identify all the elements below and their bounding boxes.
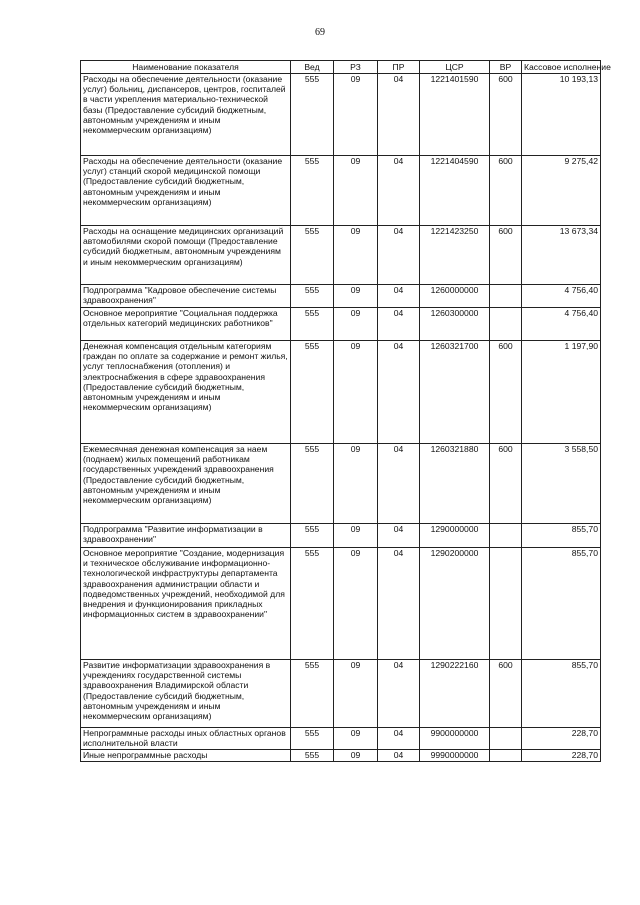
rz-cell: 09: [334, 285, 378, 308]
rz-cell: 09: [334, 548, 378, 660]
table-row: [81, 226, 601, 285]
pr-cell: 04: [378, 308, 420, 341]
csr-cell: 1221401590: [420, 74, 490, 156]
amount-cell: 855,70: [522, 548, 601, 660]
ved-cell: 555: [291, 750, 334, 762]
ved-cell: 555: [291, 226, 334, 285]
csr-cell: 1290222160: [420, 660, 490, 728]
vr-cell: [490, 308, 522, 341]
pr-cell: 04: [378, 524, 420, 548]
pr-cell: 04: [378, 226, 420, 285]
amount-cell: 4 756,40: [522, 285, 601, 308]
table-row: [81, 524, 601, 548]
table-row: [81, 341, 601, 444]
amount-cell: 4 756,40: [522, 308, 601, 341]
ved-cell: 555: [291, 74, 334, 156]
rz-cell: 09: [334, 156, 378, 226]
csr-cell: 9990000000: [420, 750, 490, 762]
header-csr: ЦСР: [420, 61, 490, 74]
indicator-name-cell: Основное мероприятие "Создание, модернизация и техническое обслуживание информационно-технологической инфраструктуры департамента здравоохранения администрации области и подведомственных учреждений, необходимой для внедрения и функционирования прикладных информационных систем в здравоохранении": [81, 548, 291, 660]
amount-cell: 13 673,34: [522, 226, 601, 285]
amount-cell: 1 197,90: [522, 341, 601, 444]
pr-cell: 04: [378, 341, 420, 444]
table-row: [81, 660, 601, 728]
header-rz: РЗ: [334, 61, 378, 74]
vr-cell: [490, 524, 522, 548]
csr-cell: 1260321700: [420, 341, 490, 444]
table-header-row: [81, 61, 601, 74]
vr-cell: 600: [490, 444, 522, 524]
amount-cell: 3 558,50: [522, 444, 601, 524]
indicator-name-cell: Расходы на обеспечение деятельности (оказание услуг) больниц, диспансеров, центров, госпиталей в части укрепления материально-технической базы (Предоставление субсидий бюджетным, автономным учреждениям и иным некоммерческим организациям): [81, 74, 291, 156]
indicator-name-cell: Иные непрограммные расходы: [81, 750, 291, 762]
table-row: [81, 74, 601, 156]
amount-cell: 855,70: [522, 524, 601, 548]
ved-cell: 555: [291, 728, 334, 750]
table-row: [81, 548, 601, 660]
vr-cell: 600: [490, 74, 522, 156]
header-cash-execution: Кассовое исполнение: [522, 61, 601, 74]
pr-cell: 04: [378, 548, 420, 660]
ved-cell: 555: [291, 548, 334, 660]
table-row: [81, 728, 601, 750]
indicator-name-cell: Ежемесячная денежная компенсация за наем (поднаем) жилых помещений работникам государственных учреждений здравоохранения (Предоставление субсидий бюджетным, автономным учреждениям и иным некоммерческим организациям): [81, 444, 291, 524]
indicator-name-cell: Расходы на оснащение медицинских организаций автомобилями скорой помощи (Предоставление субсидий бюджетным, автономным учреждениям и иным некоммерческим организациям): [81, 226, 291, 285]
indicator-name-cell: Денежная компенсация отдельным категориям граждан по оплате за содержание и ремонт жилья, услуг теплоснабжения (отопления) и электроснабжения в сфере здравоохранения (Предоставление субсидий бюджетным, автономным учреждениям и иным некоммерческим организациям): [81, 341, 291, 444]
page-number: 69: [315, 27, 325, 38]
ved-cell: 555: [291, 524, 334, 548]
csr-cell: 1290200000: [420, 548, 490, 660]
ved-cell: 555: [291, 341, 334, 444]
pr-cell: 04: [378, 156, 420, 226]
csr-cell: 1221404590: [420, 156, 490, 226]
amount-cell: 10 193,13: [522, 74, 601, 156]
table-row: [81, 444, 601, 524]
vr-cell: [490, 285, 522, 308]
rz-cell: 09: [334, 74, 378, 156]
rz-cell: 09: [334, 308, 378, 341]
pr-cell: 04: [378, 444, 420, 524]
vr-cell: 600: [490, 660, 522, 728]
rz-cell: 09: [334, 226, 378, 285]
table-row: [81, 285, 601, 308]
pr-cell: 04: [378, 728, 420, 750]
rz-cell: 09: [334, 524, 378, 548]
header-vr: ВР: [490, 61, 522, 74]
header-pr: ПР: [378, 61, 420, 74]
csr-cell: 1260300000: [420, 308, 490, 341]
rz-cell: 09: [334, 728, 378, 750]
pr-cell: 04: [378, 660, 420, 728]
table-row: [81, 156, 601, 226]
indicator-name-cell: Основное мероприятие "Социальная поддержка отдельных категорий медицинских работников": [81, 308, 291, 341]
indicator-name-cell: Развитие информатизации здравоохранения в учреждениях государственной системы здравоохранения Владимирской области (Предоставление субсидий бюджетным, автономным учреждениям и иным некоммерческим организациям): [81, 660, 291, 728]
header-ved: Вед: [291, 61, 334, 74]
vr-cell: 600: [490, 156, 522, 226]
pr-cell: 04: [378, 285, 420, 308]
amount-cell: 228,70: [522, 728, 601, 750]
ved-cell: 555: [291, 444, 334, 524]
indicator-name-cell: Подпрограмма "Кадровое обеспечение системы здравоохранения": [81, 285, 291, 308]
amount-cell: 9 275,42: [522, 156, 601, 226]
vr-cell: [490, 750, 522, 762]
header-indicator-name: Наименование показателя: [81, 61, 291, 74]
vr-cell: 600: [490, 341, 522, 444]
vr-cell: 600: [490, 226, 522, 285]
rz-cell: 09: [334, 444, 378, 524]
csr-cell: 1260321880: [420, 444, 490, 524]
csr-cell: 1290000000: [420, 524, 490, 548]
vr-cell: [490, 728, 522, 750]
indicator-name-cell: Непрограммные расходы иных областных органов исполнительной власти: [81, 728, 291, 750]
amount-cell: 855,70: [522, 660, 601, 728]
ved-cell: 555: [291, 660, 334, 728]
csr-cell: 1260000000: [420, 285, 490, 308]
csr-cell: 9900000000: [420, 728, 490, 750]
amount-cell: 228,70: [522, 750, 601, 762]
indicator-name-cell: Подпрограмма "Развитие информатизации в здравоохранении": [81, 524, 291, 548]
pr-cell: 04: [378, 74, 420, 156]
csr-cell: 1221423250: [420, 226, 490, 285]
rz-cell: 09: [334, 750, 378, 762]
ved-cell: 555: [291, 156, 334, 226]
indicator-name-cell: Расходы на обеспечение деятельности (оказание услуг) станций скорой медицинской помощи (Предоставление субсидий бюджетным, автономным учреждениям и иным некоммерческим организациям): [81, 156, 291, 226]
table-row: [81, 308, 601, 341]
budget-execution-table: [80, 60, 611, 762]
rz-cell: 09: [334, 660, 378, 728]
rz-cell: 09: [334, 341, 378, 444]
pr-cell: 04: [378, 750, 420, 762]
table-row: [81, 750, 601, 762]
ved-cell: 555: [291, 285, 334, 308]
ved-cell: 555: [291, 308, 334, 341]
vr-cell: [490, 548, 522, 660]
